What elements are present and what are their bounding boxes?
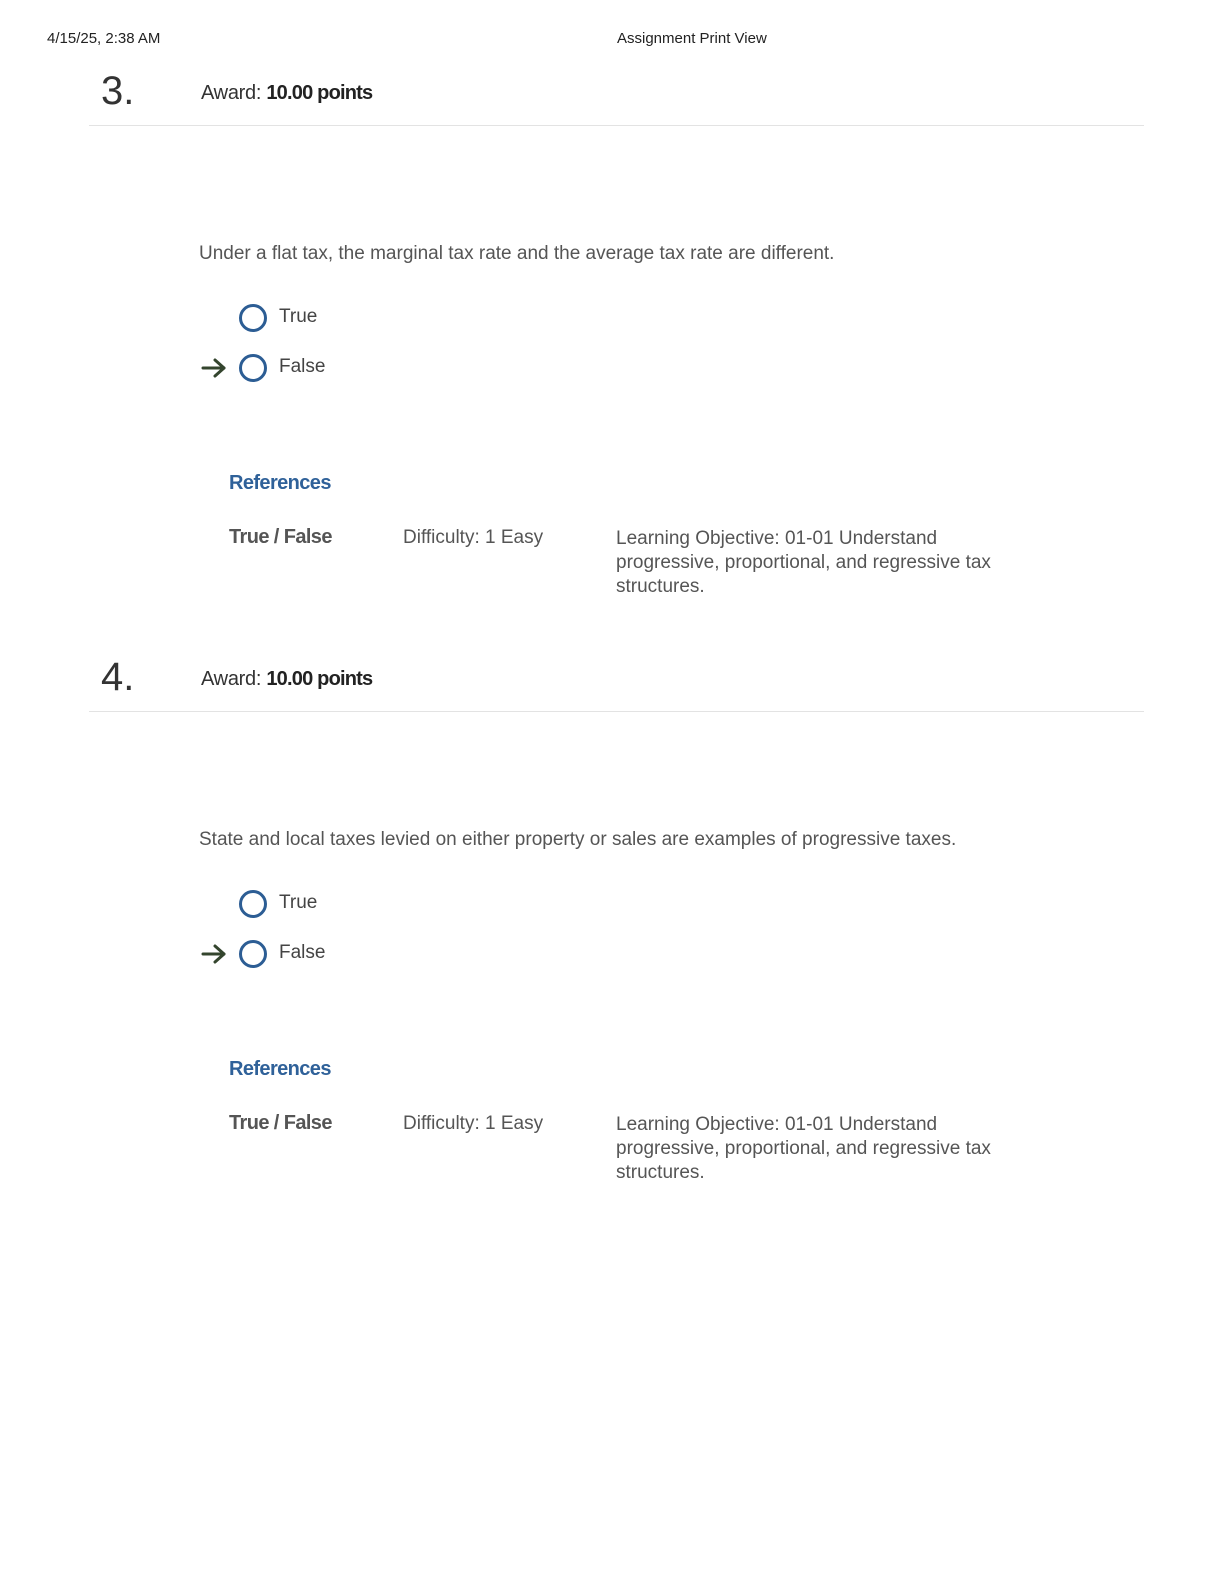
option-false[interactable] — [200, 939, 500, 969]
references-title: References — [229, 472, 331, 494]
question-3 — [0, 65, 1224, 625]
award-points: 10.00 points — [266, 82, 373, 104]
award-label: Award: — [201, 668, 262, 690]
reference-difficulty: Difficulty: 1 Easy — [403, 1113, 544, 1134]
reference-objective: Learning Objective: 01-01 Understand progressive, proportional, and regressive tax structures. — [616, 528, 991, 597]
radio-button-icon[interactable] — [239, 304, 267, 332]
print-timestamp: 4/15/25, 2:38 AM — [47, 30, 161, 47]
radio-button-icon[interactable] — [239, 354, 267, 382]
award-label: Award: — [201, 82, 262, 104]
radio-button-icon[interactable] — [239, 890, 267, 918]
award — [201, 82, 372, 105]
references-title: References — [229, 1058, 331, 1080]
option-true[interactable] — [200, 303, 500, 333]
option-false[interactable] — [200, 353, 500, 383]
question-prompt: Under a flat tax, the marginal tax rate and the average tax rate are different. — [199, 243, 835, 264]
reference-type: True / False — [229, 1112, 332, 1134]
question-divider — [89, 125, 1144, 126]
arrow-right-icon — [200, 356, 228, 380]
radio-button-icon[interactable] — [239, 940, 267, 968]
reference-type: True / False — [229, 526, 332, 548]
arrow-right-icon — [200, 942, 228, 966]
option-label: False — [279, 356, 326, 377]
award-points: 10.00 points — [266, 668, 373, 690]
print-title: Assignment Print View — [617, 30, 767, 47]
question-prompt: State and local taxes levied on either property or sales are examples of progressive taxes. — [199, 829, 957, 850]
option-true[interactable] — [200, 889, 500, 919]
question-number: 3. — [101, 69, 135, 113]
option-label: False — [279, 942, 326, 963]
question-number: 4. — [101, 655, 135, 699]
print-header — [0, 30, 1224, 50]
award — [201, 668, 372, 691]
option-label: True — [279, 306, 318, 327]
option-label: True — [279, 892, 318, 913]
reference-difficulty: Difficulty: 1 Easy — [403, 527, 544, 548]
reference-objective: Learning Objective: 01-01 Understand progressive, proportional, and regressive tax structures. — [616, 1114, 991, 1183]
question-divider — [89, 711, 1144, 712]
question-4 — [0, 651, 1224, 1211]
